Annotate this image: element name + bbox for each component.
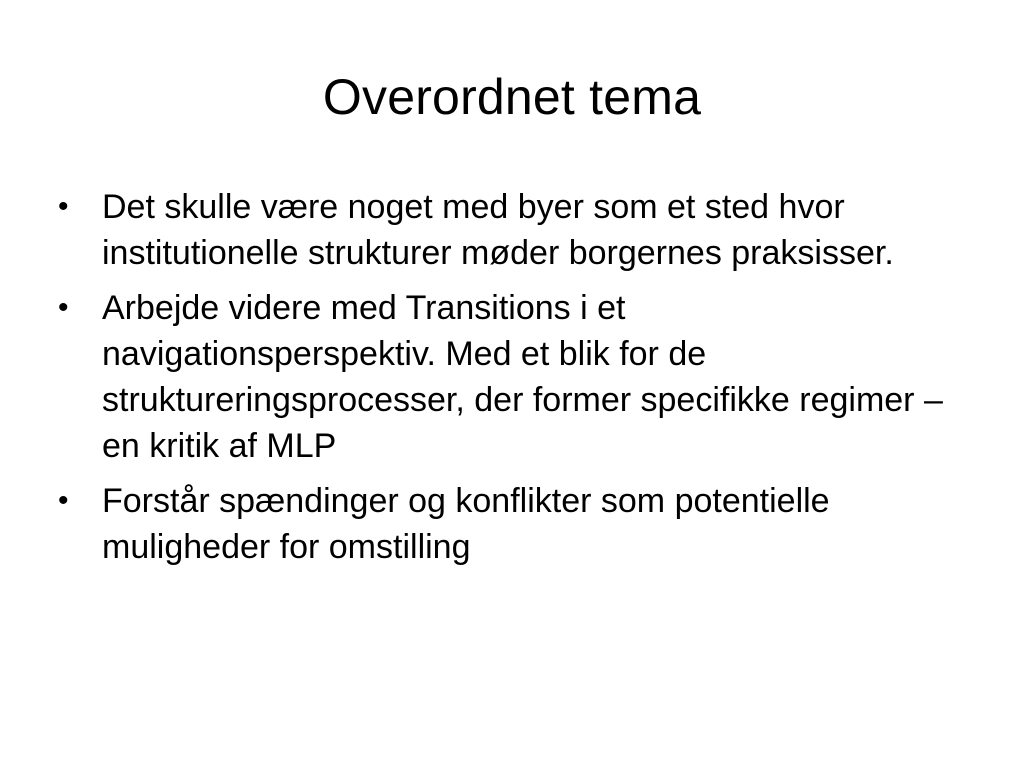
bullet-text: Det skulle være noget med byer som et sted hvor institutionelle strukturer møder borgernes praksisser. <box>102 188 894 272</box>
slide-title: Overordnet tema <box>322 69 702 125</box>
bullet-item <box>58 478 968 570</box>
bullet-item <box>58 285 968 469</box>
bullet-dot-icon: • <box>58 291 69 324</box>
bullet-text: Forstår spændinger og konflikter som potentielle muligheder for omstilling <box>102 482 830 566</box>
bullet-dot-icon: • <box>58 190 69 223</box>
bullet-item <box>58 184 968 276</box>
bullet-dot-icon: • <box>58 484 69 517</box>
bullet-list <box>58 184 968 579</box>
bullet-text: Arbejde videre med Transitions i et navigationsperspektiv. Med et blik for de struktureringsprocesser, der former specifikke regimer – en kritik af MLP <box>102 289 943 465</box>
